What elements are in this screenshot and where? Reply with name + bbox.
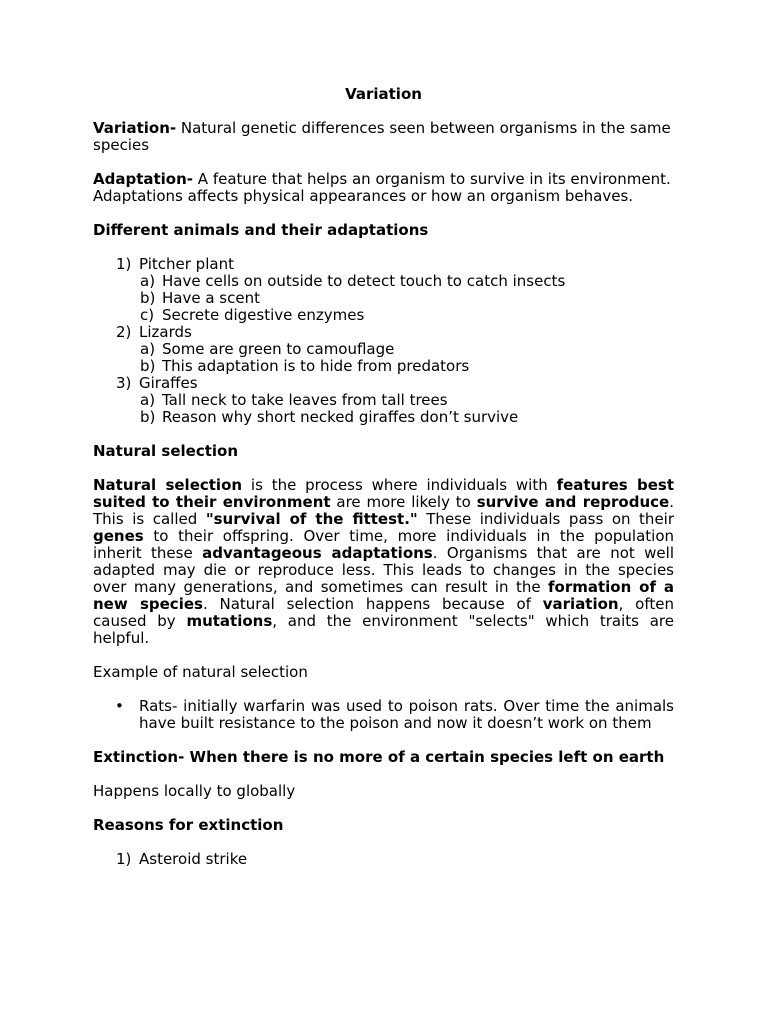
text-run: is the process where individuals with [242, 476, 557, 494]
sub-list-letter: b) [140, 408, 156, 426]
document-page [93, 86, 674, 885]
example-heading: Example of natural selection [93, 663, 308, 681]
sub-list-item-text: Tall neck to take leaves from tall trees [162, 391, 448, 409]
sub-list-letter: a) [140, 340, 156, 358]
bold-phrase: variation [542, 595, 619, 613]
natural-selection-heading: Natural selection [93, 442, 239, 460]
bold-phrase: Natural selection [93, 476, 243, 494]
bullet-text: Rats- initially warfarin was used to poison rats. Over time the animals have built resistance to the poison and now it doesn’t work on them [139, 697, 674, 732]
sub-list-letter: b) [140, 289, 156, 307]
list-number: 2) [116, 323, 132, 341]
list-number: 1) [116, 255, 132, 273]
bold-phrase: mutations [186, 612, 273, 630]
reasons-heading: Reasons for extinction [93, 816, 284, 834]
list-item [93, 256, 674, 273]
list-item-text: Giraffes [139, 374, 198, 392]
bold-phrase: "survival of the fittest." [205, 510, 418, 528]
bold-phrase: features best suited to their environment [93, 476, 675, 511]
text-run: , often caused by [93, 595, 674, 630]
sub-list-item-text: Have a scent [162, 289, 260, 307]
list-item-text: Pitcher plant [139, 255, 234, 273]
sub-list-item-text: Some are green to camouflage [162, 340, 395, 358]
text-run: . Natural selection happens because of [202, 595, 543, 613]
reasons-list [93, 851, 674, 868]
list-number: 1) [116, 850, 132, 868]
extinction-definition [93, 749, 674, 766]
list-item [93, 375, 674, 392]
bold-phrase: survive and reproduce [476, 493, 670, 511]
natural-selection-paragraph [93, 477, 674, 647]
bullet-list-item [93, 698, 674, 732]
list-item [93, 851, 674, 868]
document-title: Variation [345, 85, 422, 103]
sub-list-item [93, 290, 674, 307]
list-item [93, 324, 674, 341]
sub-list-item-text: Reason why short necked giraffes don’t survive [162, 408, 519, 426]
bold-phrase: formation of a new species [93, 578, 674, 613]
variation-text: Natural genetic differences seen between organisms in the same species [93, 119, 671, 154]
list-item-text: Lizards [139, 323, 192, 341]
list-number: 3) [116, 374, 132, 392]
text-run: . Organisms that are not well adapted may die or reproduce less. This leads to changes in the species over many generations, and sometimes can result in the [93, 544, 674, 596]
adaptation-term: Adaptation- [93, 170, 194, 188]
adaptation-definition [93, 171, 674, 205]
text-run: , and the environment "selects" which traits are helpful. [93, 612, 674, 647]
sub-list-letter: c) [140, 306, 155, 324]
extinction-text: Extinction- When there is no more of a certain species left on earth [93, 748, 665, 766]
sub-list-letter: b) [140, 357, 156, 375]
sub-list-item [93, 392, 674, 409]
sub-list-letter: a) [140, 391, 156, 409]
sub-list-item [93, 307, 674, 324]
variation-term: Variation- [93, 119, 177, 137]
bold-phrase: advantageous adaptations [202, 544, 433, 562]
variation-definition [93, 120, 674, 154]
sub-list-item [93, 341, 674, 358]
sub-list-item-text: Secrete digestive enzymes [162, 306, 365, 324]
adaptation-text: A feature that helps an organism to survive in its environment. Adaptations affects physical appearances or how an organism behaves. [93, 170, 671, 205]
sub-list-item [93, 409, 674, 426]
animals-list [93, 256, 674, 426]
sub-list-item-text: This adaptation is to hide from predators [162, 357, 470, 375]
text-run: to their offspring. Over time, more individuals in the population inherit these [93, 527, 674, 562]
sub-list-letter: a) [140, 272, 156, 290]
sub-list-item [93, 358, 674, 375]
animals-heading: Different animals and their adaptations [93, 221, 429, 239]
bold-phrase: genes [93, 527, 144, 545]
list-item-text: Asteroid strike [139, 850, 248, 868]
text-run: are more likely to [330, 493, 477, 511]
sub-list-item-text: Have cells on outside to detect touch to catch insects [162, 272, 566, 290]
bullet-icon: • [115, 697, 124, 715]
text-run: . This is called [93, 493, 674, 528]
extinction-scope: Happens locally to globally [93, 782, 296, 800]
sub-list-item [93, 273, 674, 290]
text-run: These individuals pass on their [417, 510, 675, 528]
